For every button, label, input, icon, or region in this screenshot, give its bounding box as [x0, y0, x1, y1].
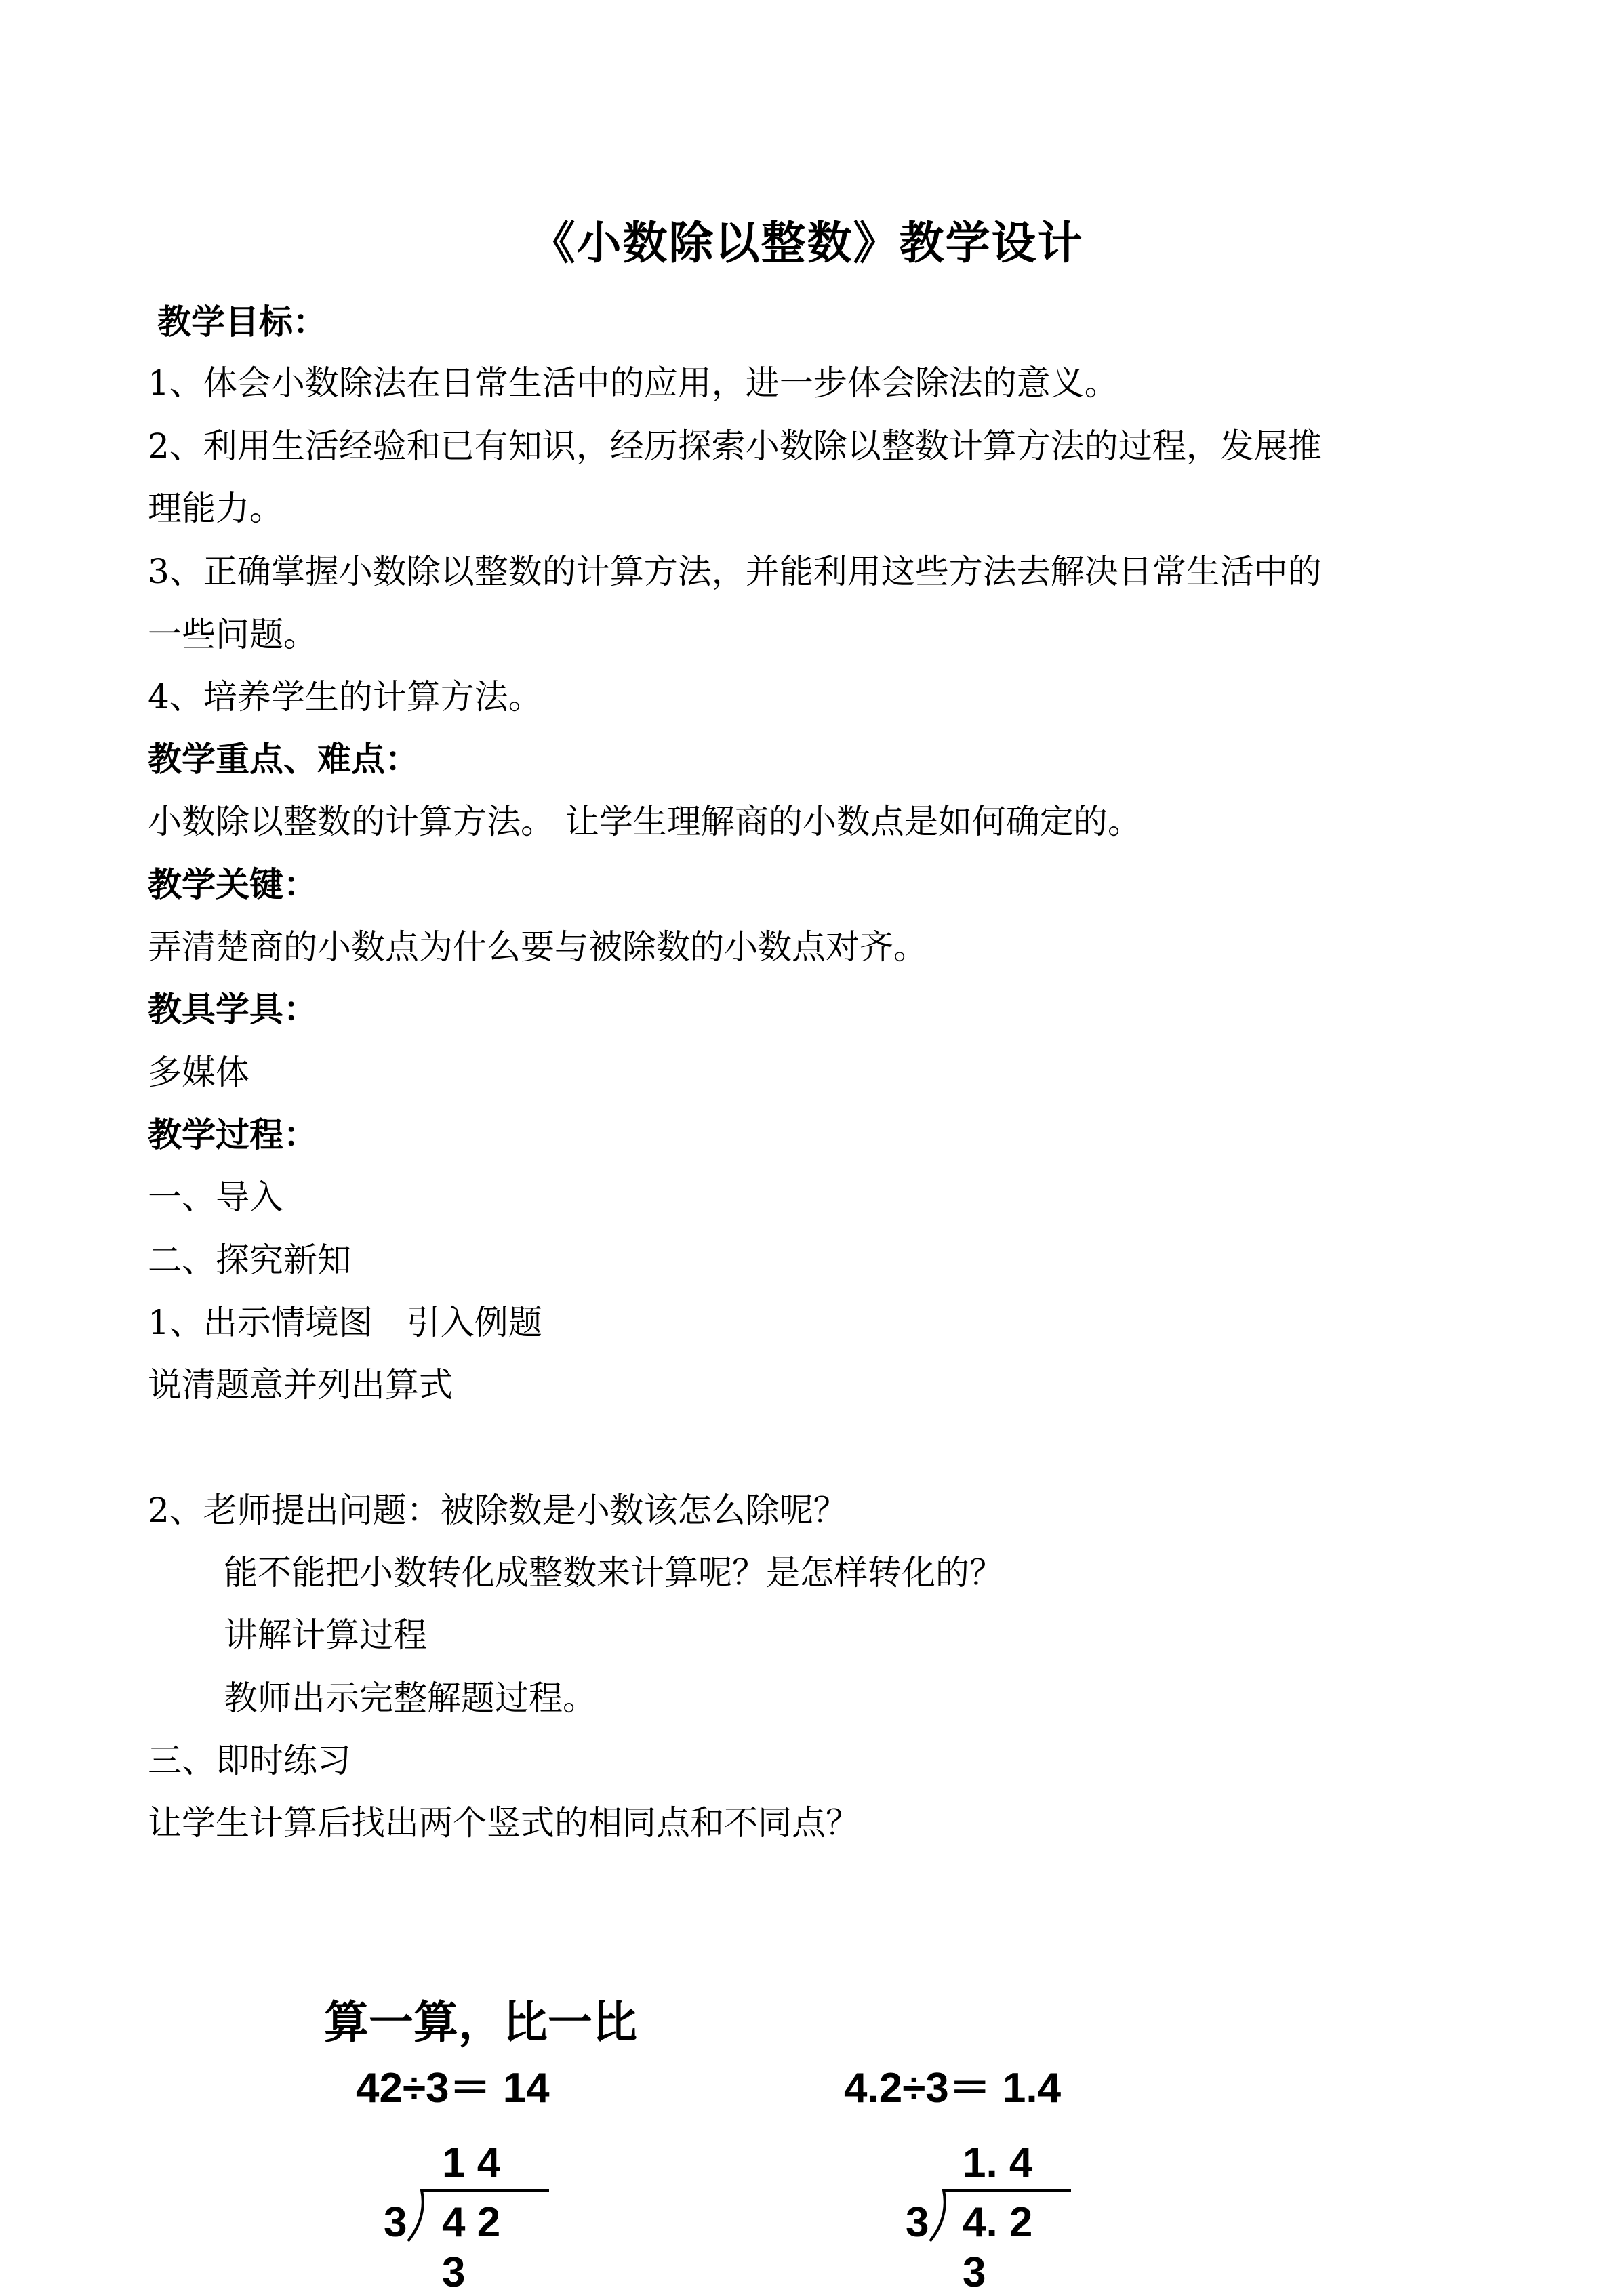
right-quotient: 1. 4 — [963, 2139, 1033, 2186]
tools-heading: 教具学具： — [148, 990, 317, 1029]
process-step-1: 一、导入 — [148, 1177, 283, 1217]
key-text: 弄清楚商的小数点为什么要与被除数的小数点对齐。 — [148, 927, 927, 967]
right-equation: 4.2÷3＝ 1.4 — [844, 2065, 1062, 2112]
left-partial-product: 3 — [442, 2249, 466, 2296]
right-dividend: 4. 2 — [963, 2199, 1033, 2246]
process-step-2-1a: 说清题意并列出算式 — [148, 1365, 453, 1405]
key-points-text: 小数除以整数的计算方法。 让学生理解商的小数点是如何确定的。 — [148, 802, 1142, 841]
process-step-3: 三、即时练习 — [148, 1741, 351, 1780]
objective-2-line1: 2、利用生活经验和已有知识，经历探索小数除以整数计算方法的过程，发展推 — [148, 426, 1322, 466]
left-dividend: 4 2 — [442, 2199, 501, 2246]
objective-3-line1: 3、正确掌握小数除以整数的计算方法，并能利用这些方法去解决日常生活中的 — [148, 552, 1322, 591]
process-step-2-2: 2、老师提出问题：被除数是小数该怎么除呢？ — [148, 1491, 847, 1530]
key-points-heading: 教学重点、难点： — [148, 740, 419, 779]
right-partial-product: 3 — [963, 2249, 986, 2296]
process-step-3a: 让学生计算后找出两个竖式的相同点和不同点？ — [148, 1803, 860, 1842]
objective-1: 1、体会小数除法在日常生活中的应用，进一步体会除法的意义。 — [148, 363, 1118, 403]
process-step-2-1: 1、出示情境图 引入例题 — [148, 1303, 542, 1342]
left-quotient: 1 4 — [442, 2139, 501, 2186]
exercise-title: 算一算，比一比 — [324, 1996, 637, 2049]
process-heading: 教学过程： — [148, 1115, 317, 1154]
process-step-2-2a: 能不能把小数转化成整数来计算呢？是怎样转化的？ — [224, 1553, 1003, 1592]
key-heading: 教学关键： — [148, 865, 317, 904]
objectives-heading: 教学目标： — [157, 302, 327, 342]
objective-2-line2: 理能力。 — [148, 489, 283, 528]
left-equation: 42÷3＝ 14 — [356, 2065, 550, 2112]
process-step-2-2b: 讲解计算过程 — [224, 1615, 427, 1655]
left-divisor: 3 — [384, 2199, 407, 2246]
process-step-2-2c: 教师出示完整解题过程。 — [224, 1678, 597, 1718]
tools-text: 多媒体 — [148, 1053, 249, 1092]
document-title: 《小数除以整数》教学设计 — [530, 217, 1084, 269]
objective-4: 4、培养学生的计算方法。 — [148, 677, 542, 717]
process-step-2: 二、探究新知 — [148, 1241, 351, 1280]
objective-3-line2: 一些问题。 — [148, 615, 317, 654]
right-divisor: 3 — [906, 2199, 929, 2246]
